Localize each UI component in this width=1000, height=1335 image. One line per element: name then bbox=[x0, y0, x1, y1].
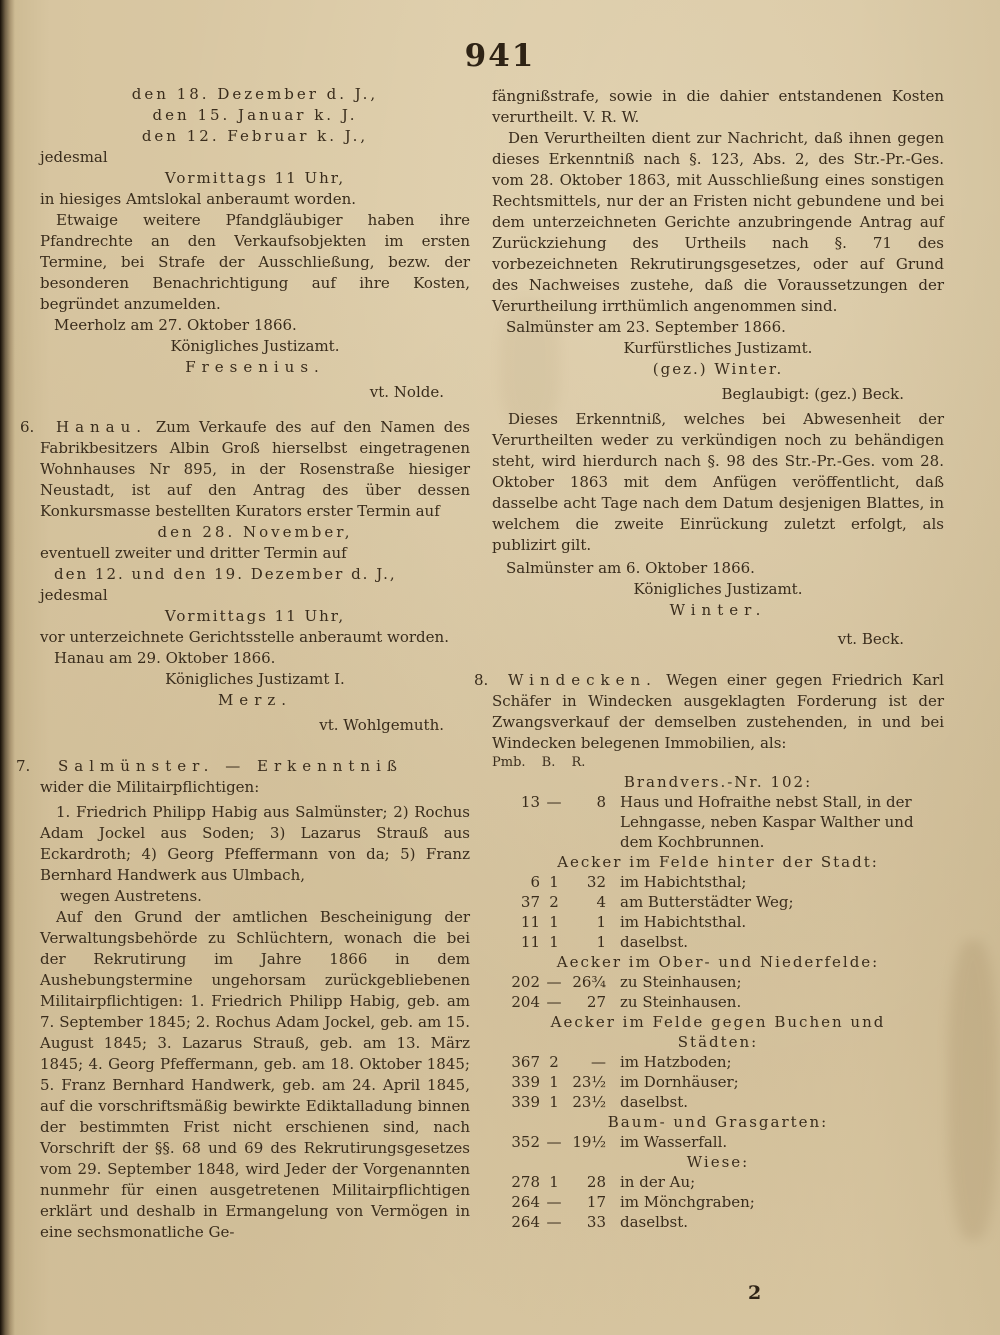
col-r: 28 bbox=[586, 1173, 606, 1191]
col-r: 8 bbox=[596, 793, 606, 811]
col-r: 4 bbox=[596, 893, 606, 911]
signatory-line: Winter. bbox=[669, 601, 767, 619]
col-b: 1 bbox=[549, 1093, 559, 1111]
col-pmb: 204 bbox=[511, 993, 540, 1011]
item6-intro-rest: Zum Verkaufe des auf den Namen des Fabrikbesitzers Albin Groß hierselbst eingetragenen Wohnhauses Nr 895, in der Rosenstraße hiesiger Neustadt, ist auf den Antrag des über dessen Konkursmasse bestellten Kurators erster Termin auf bbox=[40, 418, 470, 520]
venue-line: in hiesiges Amtslokal anberaumt worden. bbox=[40, 190, 357, 208]
col-pmb: 202 bbox=[511, 973, 540, 991]
col-pmb: 352 bbox=[511, 1133, 540, 1151]
col-r: 27 bbox=[586, 993, 606, 1011]
place-date-line: Salmünster am 6. Oktober 1866. bbox=[506, 559, 755, 577]
col-r: 1 bbox=[596, 913, 606, 931]
court-line: Königliches Justizamt. bbox=[170, 337, 340, 355]
item8-keyword: Windecken. bbox=[508, 671, 657, 689]
item6-first-date: den 28. November, bbox=[157, 523, 353, 541]
property-desc: zu Steinhausen; bbox=[620, 973, 742, 991]
col-b: 1 bbox=[549, 1073, 559, 1091]
left-column bbox=[16, 84, 470, 1243]
court-line: Königliches Justizamt. bbox=[633, 580, 803, 598]
col-pmb: 11 bbox=[520, 913, 540, 931]
item8-intro-rest: Wegen einer gegen Friedrich Karl Schäfer in Windecken ausgeklagten Forderung ist der Zwangsverkauf der demselben zustehenden, in und bei Windecken belegenen Immobilien, als: bbox=[492, 671, 944, 752]
signatory-line: (gez.) Winter. bbox=[652, 360, 784, 378]
property-desc: daselbst. bbox=[620, 933, 689, 951]
sheet-signature-mark: 2 bbox=[748, 1282, 762, 1304]
property-row bbox=[492, 1172, 944, 1192]
col-b: — bbox=[546, 1213, 562, 1231]
item6-place-date: Hanau am 29. Oktober 1866. bbox=[54, 649, 276, 667]
item7-defendants: 1. Friedrich Philipp Habig aus Salmünster; 2) Rochus Adam Jockel aus Soden; 3) Lazarus Strauß aus Eckardroth; 4) Georg Pfeffermann von da; 5) Franz Bernhard Handwerk aus Ulmbach, bbox=[40, 803, 470, 884]
property-row bbox=[492, 792, 944, 852]
property-desc: Haus und Hofraithe nebst Stall, in der Lehngasse, neben Kaspar Walther und dem Kochbrunnen. bbox=[620, 793, 914, 851]
item-number: 8. bbox=[474, 671, 489, 689]
col-b: 1 bbox=[549, 873, 559, 891]
col-pmb: 6 bbox=[530, 873, 540, 891]
place-date-line: Meerholz am 27. Oktober 1866. bbox=[54, 316, 297, 334]
col-b: 2 bbox=[549, 1053, 559, 1071]
property-desc: daselbst. bbox=[620, 1093, 689, 1111]
bleed-through-smudge bbox=[948, 940, 998, 1240]
property-row bbox=[492, 1192, 944, 1212]
jedesmal-line: jedesmal bbox=[40, 148, 108, 166]
notice-item-7 bbox=[16, 756, 470, 1243]
item6-court: Königliches Justizamt I. bbox=[165, 670, 345, 688]
item-number: 6. bbox=[20, 418, 35, 436]
publication-paragraph: Dieses Erkenntniß, welches bei Abwesenheit der Verurtheilten weder zu verkündigen noch zu behändigen steht, wird hierdurch nach §. 98 des Str.-Pr.-Ges. vom 28. Oktober 1863 mit dem Anfügen veröffentlicht, daß dasselbe acht Tage nach dem Datum desjenigen Blattes, in welchem die zweite Einrückung zuletzt erfolgt, als publizirt gilt. bbox=[492, 410, 944, 554]
col-b: 1 bbox=[549, 933, 559, 951]
property-desc: daselbst. bbox=[620, 1213, 689, 1231]
col-b: 2 bbox=[549, 893, 559, 911]
book-spine-edge bbox=[0, 0, 15, 1335]
countersign-line: vt. Beck. bbox=[837, 630, 904, 648]
property-desc: in der Au; bbox=[620, 1173, 696, 1191]
section-heading: Aecker im Felde gegen Buchen und Städten: bbox=[550, 1013, 886, 1051]
property-desc: im Hatzboden; bbox=[620, 1053, 732, 1071]
item6-second-third: eventuell zweiter und dritter Termin auf bbox=[40, 544, 347, 562]
col-b: — bbox=[546, 1133, 562, 1151]
col-pmb: 11 bbox=[520, 933, 540, 951]
property-desc: im Dornhäuser; bbox=[620, 1073, 739, 1091]
col-b: 1 bbox=[549, 913, 559, 931]
page-number: 941 bbox=[464, 38, 536, 74]
property-row bbox=[492, 1072, 944, 1092]
item7-reason: wegen Austretens. bbox=[60, 887, 202, 905]
property-desc: im Wasserfall. bbox=[620, 1133, 728, 1151]
col-b: — bbox=[546, 993, 562, 1011]
section-heading: Aecker im Felde hinter der Stadt: bbox=[557, 853, 879, 871]
term-date-line: den 15. Januar k. J. bbox=[152, 106, 358, 124]
property-row bbox=[492, 972, 944, 992]
countersign-line: vt. Nolde. bbox=[369, 383, 444, 401]
property-row bbox=[492, 1052, 944, 1072]
col-r: 1 bbox=[596, 933, 606, 951]
item6-countersign: vt. Wohlgemuth. bbox=[319, 716, 444, 734]
col-pmb: 13 bbox=[520, 793, 540, 811]
property-row bbox=[492, 1092, 944, 1112]
item7-body: Auf den Grund der amtlichen Bescheinigung der Verwaltungsbehörde zu Schlüchtern, wonach die bei der Rekrutirung im Jahre 1866 in dem Aushebungstermine ungehorsam zurückgebliebenen Militairpflichtigen: 1. Friedrich Philipp Habig, geb. am 7. September 1845; 2. Rochus Adam Jockel, geb. am 15. August 1845; 3. Lazarus Strauß, geb. am 13. März 1845; 4. Georg Pfeffermann, geb. am 18. Oktober 1845; 5. Franz Bernhard Handwerk, geb. am 24. April 1845, auf die vorschriftsmäßig bewirkte Ediktalladung binnen der bestimmten Frist nicht erschienen sind, nach Vorschrift der §§. 68 und 69 des Rekrutirungsgesetzes vom 29. September 1848, wird Jeder der Vorgenannten nunmehr für einen ausgetretenen Militairpflichtigen erklärt und deshalb in Ermangelung von Vermögen in eine sechsmonatliche Ge- bbox=[40, 908, 470, 1241]
property-row bbox=[492, 912, 944, 932]
notice-item-6 bbox=[20, 417, 470, 736]
item7-heading: Salmünster. — Erkenntniß bbox=[58, 757, 403, 775]
col-r: 19½ bbox=[572, 1133, 606, 1151]
property-desc: im Mönchgraben; bbox=[620, 1193, 755, 1211]
col-pmb: 339 bbox=[511, 1093, 540, 1111]
property-list bbox=[492, 772, 944, 1232]
property-row bbox=[492, 932, 944, 952]
section-heading: Wiese: bbox=[686, 1153, 750, 1171]
property-desc: zu Steinhausen. bbox=[620, 993, 742, 1011]
property-desc: am Butterstädter Weg; bbox=[620, 893, 794, 911]
property-row bbox=[492, 992, 944, 1012]
col-r: 26¾ bbox=[572, 973, 606, 991]
col-r: 17 bbox=[586, 1193, 606, 1211]
notice-paragraph: Etwaige weitere Pfandgläubiger haben ihre Pfandrechte an den Verkaufsobjekten im ersten Termine, bei Strafe der Ausschließung, bezw. der besonderen Benachrichtigung auf ihre Kosten, begründet anzumelden. bbox=[40, 211, 470, 313]
col-pmb: 339 bbox=[511, 1073, 540, 1091]
item6-later-dates: den 12. und den 19. Dezember d. J., bbox=[54, 565, 397, 583]
section-heading: Baum- und Grasgarten: bbox=[607, 1113, 829, 1131]
col-pmb: 367 bbox=[511, 1053, 540, 1071]
item6-time: Vormittags 11 Uhr, bbox=[164, 607, 346, 625]
property-desc: im Habichtsthal; bbox=[620, 873, 747, 891]
section-heading: Aecker im Ober- und Niederfelde: bbox=[556, 953, 880, 971]
column-abbreviations: Pmb. B. R. bbox=[492, 755, 586, 770]
place-date-line: Salmünster am 23. September 1866. bbox=[506, 318, 786, 336]
col-pmb: 264 bbox=[511, 1213, 540, 1231]
item6-venue: vor unterzeichnete Gerichtsstelle anberaumt worden. bbox=[40, 628, 449, 646]
item6-signatory: Merz. bbox=[217, 691, 293, 709]
col-r: — bbox=[591, 1053, 606, 1071]
notice-to-convicted: Den Verurtheilten dient zur Nachricht, daß ihnen gegen dieses Erkenntniß nach §. 123, Abs. 2, des Str.-Pr.-Ges. vom 28. Oktober 1863, mit Ausschließung eines sonstigen Rechtsmittels, nur der an Fristen nicht gebundene und bei dem unterzeichneten Gerichte anzubringende Antrag auf Zurückziehung des Urtheils nach §. 71 des vorbezeichneten Rekrutirungsgesetzes, oder auf Grund des Nachweises zustehe, daß die Voraussetzungen der Verurtheilung irrthümlich angenommen sind. bbox=[492, 129, 944, 315]
col-r: 23½ bbox=[572, 1073, 606, 1091]
time-line: Vormittags 11 Uhr, bbox=[164, 169, 346, 187]
term-date-line: den 12. Februar k. J., bbox=[141, 127, 369, 145]
right-column bbox=[474, 86, 944, 1232]
item6-keyword: Hanau. bbox=[56, 418, 148, 436]
item6-intro bbox=[40, 417, 470, 522]
property-row bbox=[492, 1212, 944, 1232]
col-pmb: 278 bbox=[511, 1173, 540, 1191]
col-pmb: 264 bbox=[511, 1193, 540, 1211]
property-row bbox=[492, 1132, 944, 1152]
property-row bbox=[492, 872, 944, 892]
property-desc: im Habichtsthal. bbox=[620, 913, 747, 931]
term-date-line: den 18. Dezember d. J., bbox=[131, 85, 379, 103]
col-b: 1 bbox=[549, 1173, 559, 1191]
item7-heading-sub: wider die Militairpflichtigen: bbox=[40, 778, 260, 796]
continuation-paragraph: fängnißstrafe, sowie in die dahier entstandenen Kosten verurtheilt. V. R. W. bbox=[492, 87, 944, 126]
signatory-line: Fresenius. bbox=[185, 358, 325, 376]
item8-intro bbox=[492, 670, 944, 754]
col-r: 32 bbox=[586, 873, 606, 891]
property-row bbox=[492, 892, 944, 912]
item-number: 7. bbox=[16, 757, 31, 775]
col-r: 23½ bbox=[572, 1093, 606, 1111]
notice-item-8 bbox=[474, 670, 944, 1232]
col-b: — bbox=[546, 793, 562, 811]
col-b: — bbox=[546, 1193, 562, 1211]
col-pmb: 37 bbox=[520, 893, 540, 911]
item6-jedesmal: jedesmal bbox=[40, 586, 108, 604]
court-line: Kurfürstliches Justizamt. bbox=[623, 339, 813, 357]
attestation-line: Beglaubigt: (gez.) Beck. bbox=[721, 385, 904, 403]
col-r: 33 bbox=[586, 1213, 606, 1231]
col-b: — bbox=[546, 973, 562, 991]
brandvers-heading: Brandvers.-Nr. 102: bbox=[623, 773, 813, 791]
